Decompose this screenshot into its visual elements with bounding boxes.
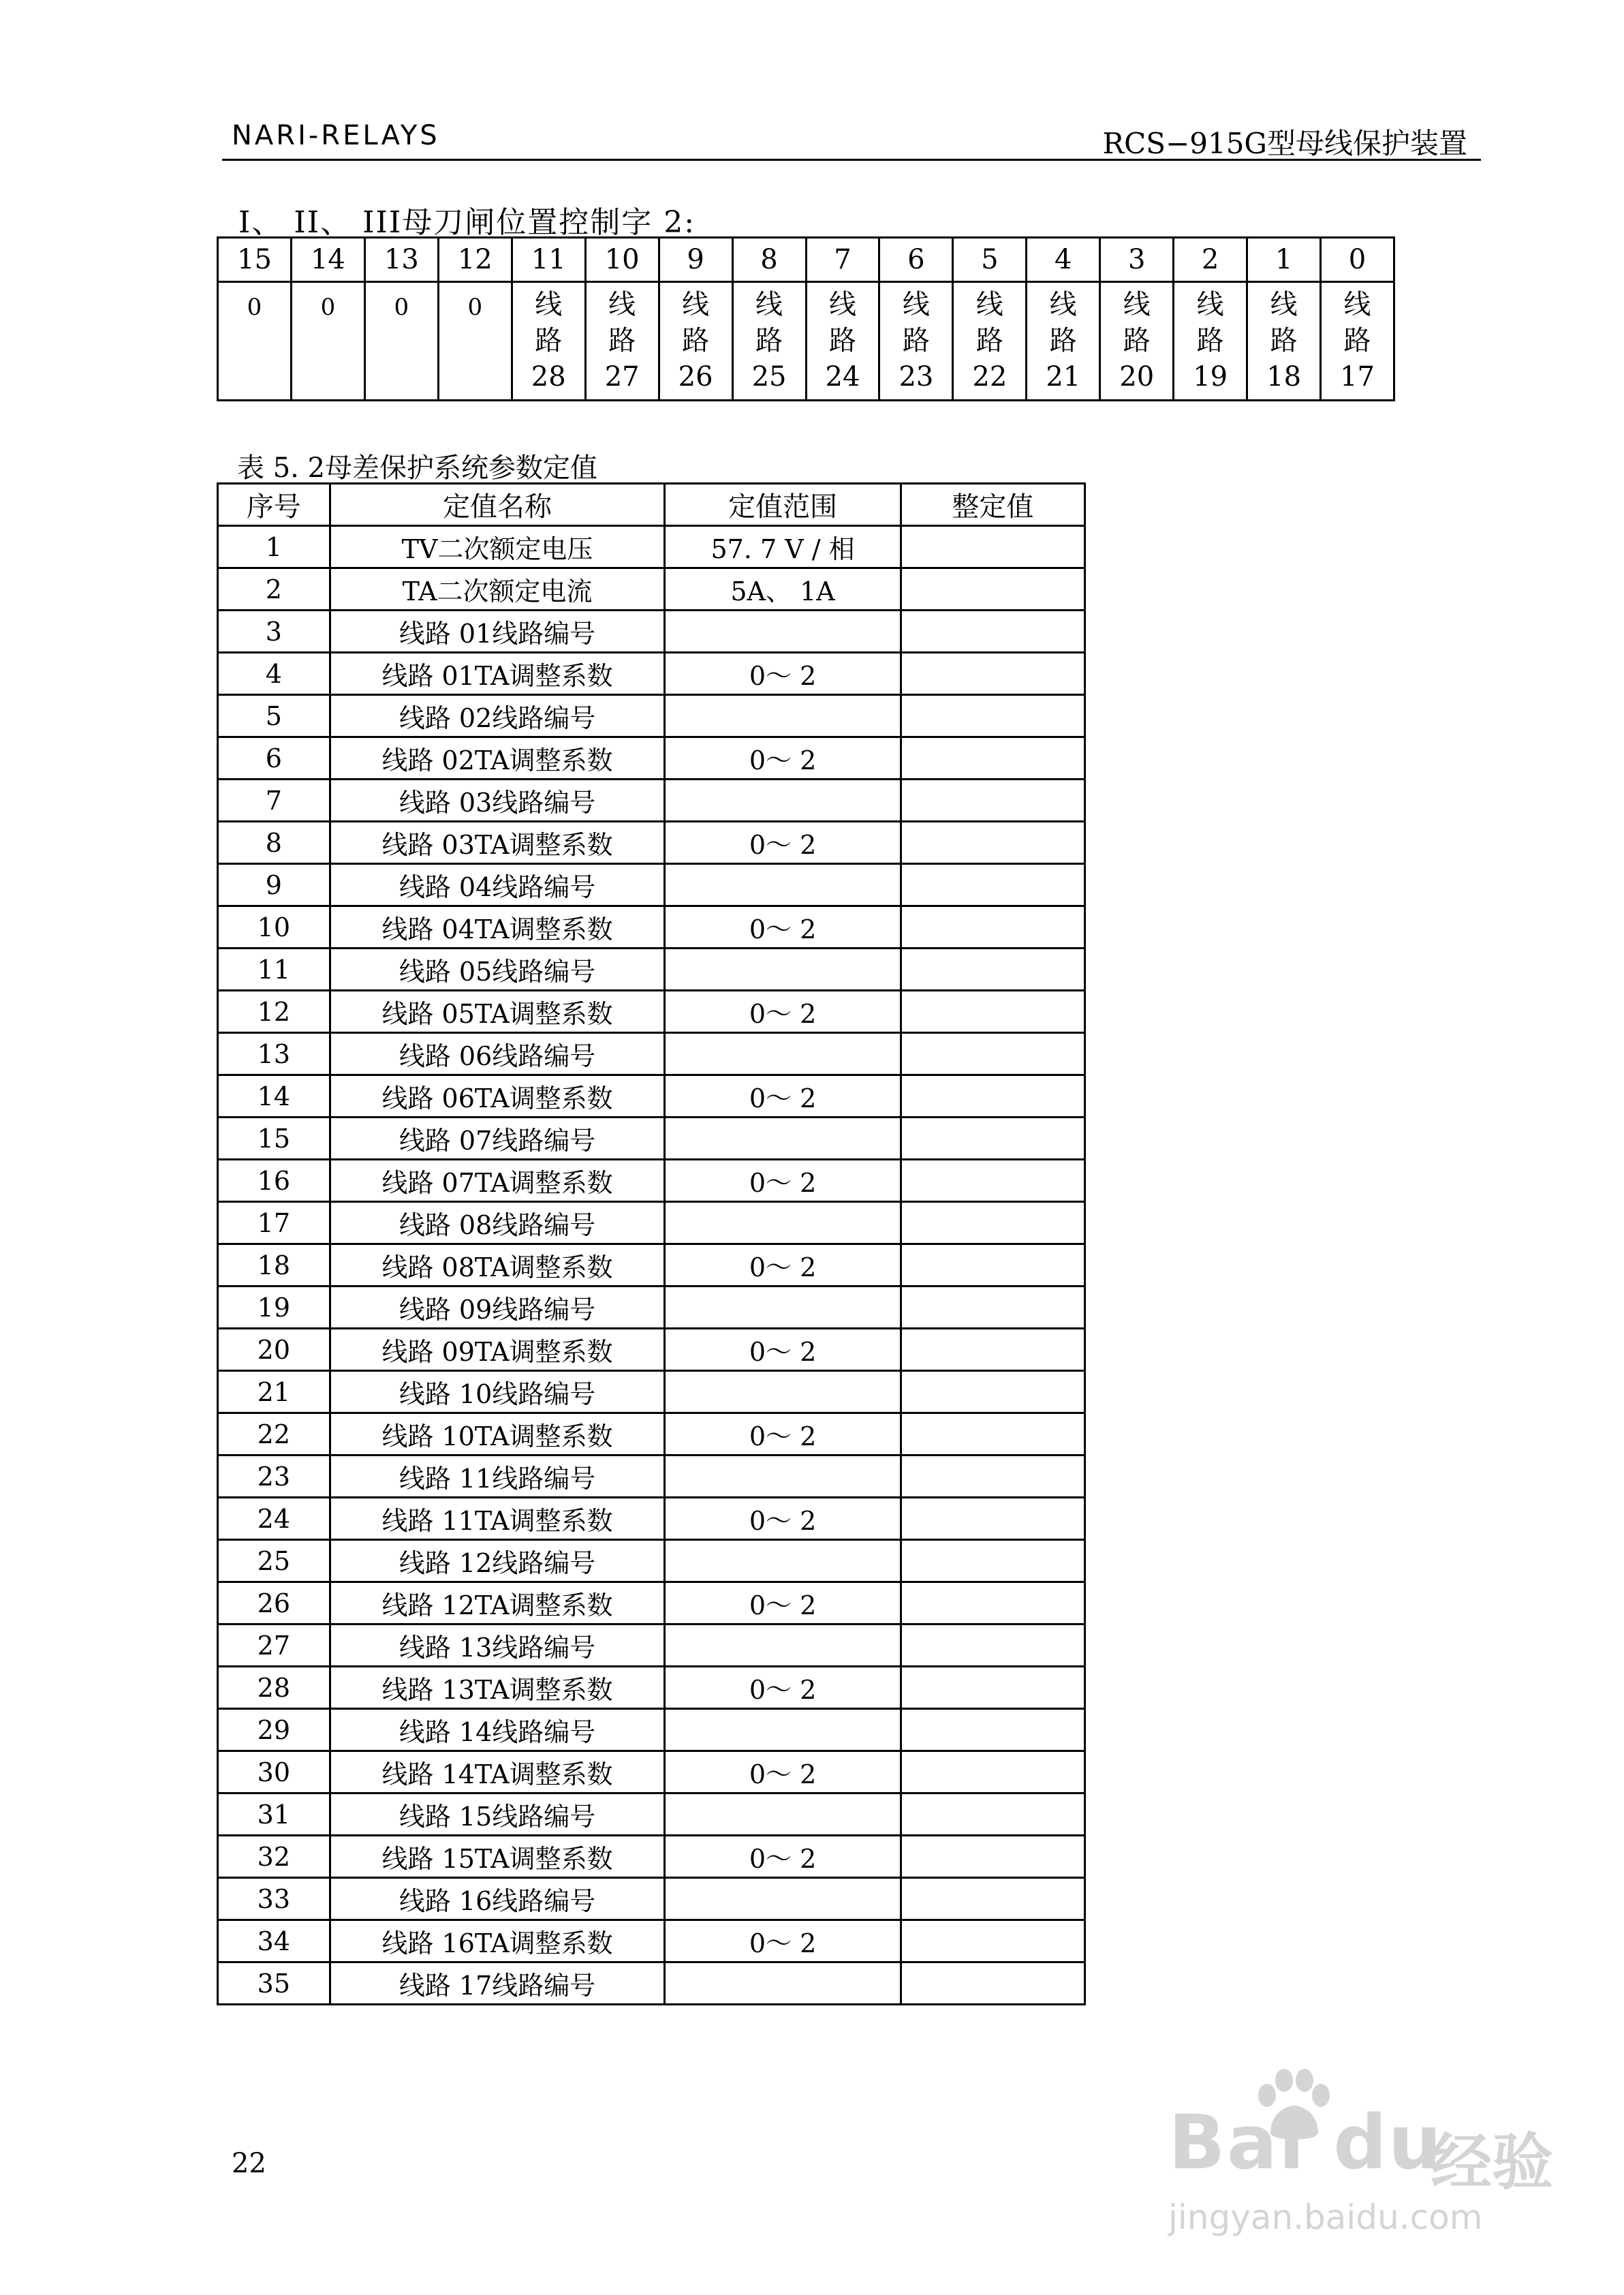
control-word-value-text: 25: [751, 361, 787, 392]
table-cell: [901, 1667, 1084, 1709]
table-cell: 线路 02线路编号: [330, 695, 665, 737]
table-row: [218, 1033, 1085, 1075]
control-word-value-text: 线: [902, 289, 930, 320]
table-row: [218, 1118, 1085, 1160]
table-cell: [901, 1962, 1084, 2005]
table-cell: [665, 1793, 901, 1836]
table-cell: [665, 1709, 901, 1751]
control-word-value-text: 22: [972, 361, 1008, 392]
table-cell: 线路 02TA调整系数: [330, 737, 665, 780]
table-cell: 11: [218, 949, 330, 991]
table-cell: 0～ 2: [665, 1582, 901, 1624]
control-word-value-text: 线: [1049, 289, 1077, 320]
table-row: [218, 653, 1085, 695]
table-cell: 10: [218, 906, 330, 949]
control-word-value-cell: [438, 282, 512, 401]
control-word-value-text: 路: [828, 325, 856, 356]
control-word-value-text: 线: [608, 289, 636, 320]
table-row: [218, 1920, 1085, 1962]
table-cell: 26: [218, 1582, 330, 1624]
table-row: [218, 1624, 1085, 1667]
table-row: [218, 949, 1085, 991]
table-cell: [901, 1075, 1084, 1118]
table-cell: 8: [218, 822, 330, 864]
control-word-value-cell: [1027, 282, 1100, 401]
table-cell: 19: [218, 1287, 330, 1329]
watermark-brand-text: 经验: [1431, 2127, 1553, 2198]
table-cell: 0～ 2: [665, 1836, 901, 1878]
control-word-bit-cell: 10: [585, 238, 659, 282]
control-word-bit-cell: 15: [218, 238, 292, 282]
control-word-value-text: 路: [975, 325, 1003, 356]
baidu-jingyan-watermark: [1148, 2071, 1557, 2242]
table-cell: [665, 1624, 901, 1667]
table-cell: [665, 1878, 901, 1920]
control-word-value-cell: [1321, 282, 1394, 401]
control-word-value-text: 路: [1049, 325, 1077, 356]
control-word-bit-cell: 14: [291, 238, 364, 282]
table-row: [218, 568, 1085, 611]
table-cell: 7: [218, 780, 330, 822]
table-cell: 线路 07线路编号: [330, 1118, 665, 1160]
table-cell: [901, 822, 1084, 864]
table-cell: [901, 1244, 1084, 1287]
table-row: [218, 1878, 1085, 1920]
table-cell: 线路 14线路编号: [330, 1709, 665, 1751]
control-word-value-text: 线: [682, 289, 710, 320]
table-row: [218, 1160, 1085, 1202]
table-row: [218, 1329, 1085, 1371]
table-row: [218, 1498, 1085, 1540]
table-row: [218, 1455, 1085, 1498]
table-cell: TA二次额定电流: [330, 568, 665, 611]
table-cell: 9: [218, 864, 330, 906]
table-cell: [665, 1118, 901, 1160]
control-word-value-text: 线: [535, 289, 563, 320]
table-row: [218, 906, 1085, 949]
table-cell: [665, 1455, 901, 1498]
table-row: [218, 1413, 1085, 1455]
table-cell: [665, 1540, 901, 1582]
table-cell: 0～ 2: [665, 822, 901, 864]
table-row: [218, 1751, 1085, 1793]
control-word-bit-cell: 1: [1247, 238, 1321, 282]
param-table-header-cell: 定值名称: [330, 484, 665, 526]
table-cell: [901, 1371, 1084, 1413]
control-word-value-cell: [364, 282, 438, 401]
table-cell: 线路 09TA调整系数: [330, 1329, 665, 1371]
table-row: [218, 526, 1085, 568]
watermark-logo-text: Bai du: [1168, 2099, 1443, 2186]
table-row: [218, 1962, 1085, 2005]
control-word-value-text: 路: [535, 325, 563, 356]
table-row: [218, 1709, 1085, 1751]
table-cell: 33: [218, 1878, 330, 1920]
table-cell: 28: [218, 1667, 330, 1709]
table-cell: 1: [218, 526, 330, 568]
table-cell: 0～ 2: [665, 991, 901, 1033]
table-row: [218, 991, 1085, 1033]
table-cell: [901, 1793, 1084, 1836]
table-cell: 线路 08TA调整系数: [330, 1244, 665, 1287]
table-cell: 32: [218, 1836, 330, 1878]
table-cell: [901, 864, 1084, 906]
table-cell: [901, 1498, 1084, 1540]
table-cell: 0～ 2: [665, 1160, 901, 1202]
table-cell: 18: [218, 1244, 330, 1287]
control-word-bit-cell: 3: [1100, 238, 1174, 282]
control-word-bit-cell: 6: [879, 238, 953, 282]
table-cell: 线路 05TA调整系数: [330, 991, 665, 1033]
table-cell: 4: [218, 653, 330, 695]
table-cell: [901, 1160, 1084, 1202]
header-rule: [222, 159, 1481, 161]
table-cell: [901, 1920, 1084, 1962]
table-row: [218, 1836, 1085, 1878]
control-word-value-text: 路: [755, 325, 783, 356]
table-cell: 线路 01线路编号: [330, 611, 665, 653]
table-cell: [901, 1329, 1084, 1371]
control-word-value-text: 线: [1123, 289, 1151, 320]
table-cell: [901, 906, 1084, 949]
table-cell: [901, 1878, 1084, 1920]
control-word-value-text: 18: [1266, 361, 1302, 392]
table-cell: 线路 11TA调整系数: [330, 1498, 665, 1540]
control-word-value-text: 26: [678, 361, 713, 392]
table-cell: 29: [218, 1709, 330, 1751]
param-table: [217, 482, 1086, 2005]
table-cell: [665, 611, 901, 653]
table-row: [218, 864, 1085, 906]
control-word-value-text: 20: [1119, 361, 1155, 392]
table-cell: 12: [218, 991, 330, 1033]
table-cell: 线路 17线路编号: [330, 1962, 665, 2005]
table-row: [218, 822, 1085, 864]
table-cell: 线路 06TA调整系数: [330, 1075, 665, 1118]
control-word-value-text: 路: [1123, 325, 1151, 356]
table-cell: [901, 1582, 1084, 1624]
table-cell: [901, 611, 1084, 653]
table-cell: 5: [218, 695, 330, 737]
table-cell: 线路 08线路编号: [330, 1202, 665, 1244]
control-word-value-cell: [291, 282, 364, 401]
table-cell: 34: [218, 1920, 330, 1962]
table-cell: 57. 7 V / 相: [665, 526, 901, 568]
table-cell: [901, 1751, 1084, 1793]
table-cell: 线路 04线路编号: [330, 864, 665, 906]
table-cell: 17: [218, 1202, 330, 1244]
table-cell: 5A、 1A: [665, 568, 901, 611]
table-cell: 线路 07TA调整系数: [330, 1160, 665, 1202]
table-cell: [665, 1287, 901, 1329]
table-row: [218, 695, 1085, 737]
table-cell: 20: [218, 1329, 330, 1371]
table-cell: 线路 03TA调整系数: [330, 822, 665, 864]
table-row: [218, 611, 1085, 653]
table-cell: 14: [218, 1075, 330, 1118]
table-cell: [901, 568, 1084, 611]
table-cell: 6: [218, 737, 330, 780]
control-word-value-cell: [512, 282, 585, 401]
table-row: [218, 1667, 1085, 1709]
control-word-value-text: 路: [1196, 325, 1224, 356]
param-table-header-cell: 序号: [218, 484, 330, 526]
control-word-bit-cell: 5: [953, 238, 1027, 282]
control-word-value-text: 路: [902, 325, 930, 356]
control-word-table: [217, 236, 1395, 401]
control-word-title: I、 II、 III母刀闸位置控制字 2:: [238, 205, 696, 240]
param-table-title: 表 5. 2母差保护系统参数定值: [237, 452, 598, 484]
table-cell: 30: [218, 1751, 330, 1793]
table-cell: [665, 1371, 901, 1413]
table-cell: 线路 16线路编号: [330, 1878, 665, 1920]
table-cell: 线路 15TA调整系数: [330, 1836, 665, 1878]
table-cell: [901, 1287, 1084, 1329]
control-word-value-text: 19: [1193, 361, 1228, 392]
control-word-value-text: 0: [467, 294, 483, 321]
table-cell: 3: [218, 611, 330, 653]
table-row: [218, 1793, 1085, 1836]
table-cell: TV二次额定电压: [330, 526, 665, 568]
table-cell: 线路 05线路编号: [330, 949, 665, 991]
control-word-value-cell: [879, 282, 953, 401]
table-cell: 0～ 2: [665, 906, 901, 949]
table-cell: [901, 1624, 1084, 1667]
control-word-value-cell: [953, 282, 1027, 401]
table-cell: [901, 1202, 1084, 1244]
table-cell: 线路 13线路编号: [330, 1624, 665, 1667]
table-cell: [665, 1962, 901, 2005]
header-brand: NARI-RELAYS: [232, 120, 440, 151]
table-cell: [665, 1033, 901, 1075]
control-word-value-text: 路: [608, 325, 636, 356]
table-cell: 24: [218, 1498, 330, 1540]
control-word-value-text: 路: [682, 325, 710, 356]
control-word-value-text: 17: [1340, 361, 1375, 392]
control-word-bit-cell: 4: [1027, 238, 1100, 282]
control-word-value-text: 24: [825, 361, 860, 392]
control-word-value-cell: [659, 282, 732, 401]
table-row: [218, 1371, 1085, 1413]
table-cell: 0～ 2: [665, 1329, 901, 1371]
table-cell: 31: [218, 1793, 330, 1836]
control-word-value-cell: [806, 282, 879, 401]
table-cell: [901, 1455, 1084, 1498]
table-cell: 27: [218, 1624, 330, 1667]
table-cell: 0～ 2: [665, 1920, 901, 1962]
control-word-value-row: [218, 282, 1394, 401]
control-word-bit-cell: 2: [1174, 238, 1247, 282]
control-word-bit-cell: 7: [806, 238, 879, 282]
table-cell: 线路 10TA调整系数: [330, 1413, 665, 1455]
watermark-url: jingyan.baidu.com: [1168, 2198, 1483, 2237]
table-cell: 线路 12线路编号: [330, 1540, 665, 1582]
table-cell: 线路 11线路编号: [330, 1455, 665, 1498]
table-cell: 23: [218, 1455, 330, 1498]
header-document-title: RCS−915G型母线保护装置: [1102, 127, 1467, 160]
table-cell: [665, 949, 901, 991]
table-cell: 线路 16TA调整系数: [330, 1920, 665, 1962]
control-word-bit-cell: 8: [732, 238, 806, 282]
table-cell: 35: [218, 1962, 330, 2005]
table-cell: 0～ 2: [665, 1413, 901, 1455]
control-word-value-text: 路: [1270, 325, 1298, 356]
param-table-header-cell: 整定值: [901, 484, 1084, 526]
table-row: [218, 1582, 1085, 1624]
table-row: [218, 1244, 1085, 1287]
table-cell: [901, 1540, 1084, 1582]
control-word-bit-cell: 9: [659, 238, 732, 282]
table-cell: 0～ 2: [665, 653, 901, 695]
table-cell: [665, 780, 901, 822]
control-word-bit-cell: 11: [512, 238, 585, 282]
table-row: [218, 1075, 1085, 1118]
control-word-value-text: 23: [899, 361, 934, 392]
control-word-bit-row: [218, 238, 1394, 282]
table-cell: 13: [218, 1033, 330, 1075]
table-cell: 线路 15线路编号: [330, 1793, 665, 1836]
table-row: [218, 1287, 1085, 1329]
table-cell: [665, 1202, 901, 1244]
control-word-value-cell: [732, 282, 806, 401]
table-row: [218, 1540, 1085, 1582]
table-cell: [901, 737, 1084, 780]
table-cell: [901, 991, 1084, 1033]
table-row: [218, 737, 1085, 780]
control-word-value-cell: [1174, 282, 1247, 401]
table-cell: 21: [218, 1371, 330, 1413]
table-cell: [901, 1709, 1084, 1751]
control-word-value-text: 28: [531, 361, 566, 392]
table-cell: 线路 14TA调整系数: [330, 1751, 665, 1793]
table-cell: 0～ 2: [665, 1667, 901, 1709]
control-word-value-text: 线: [975, 289, 1003, 320]
table-cell: [901, 1033, 1084, 1075]
table-row: [218, 1202, 1085, 1244]
control-word-value-text: 路: [1343, 325, 1371, 356]
control-word-value-text: 0: [320, 294, 336, 321]
table-cell: [901, 949, 1084, 991]
table-cell: 15: [218, 1118, 330, 1160]
table-cell: 线路 10线路编号: [330, 1371, 665, 1413]
table-cell: 线路 09线路编号: [330, 1287, 665, 1329]
control-word-value-text: 0: [247, 294, 262, 321]
table-cell: 0～ 2: [665, 737, 901, 780]
table-row: [218, 780, 1085, 822]
table-cell: 22: [218, 1413, 330, 1455]
table-cell: [665, 695, 901, 737]
table-cell: [901, 780, 1084, 822]
table-cell: 0～ 2: [665, 1244, 901, 1287]
control-word-bit-cell: 0: [1321, 238, 1394, 282]
control-word-value-text: 线: [828, 289, 856, 320]
control-word-value-text: 27: [604, 361, 640, 392]
table-cell: 线路 04TA调整系数: [330, 906, 665, 949]
table-cell: 线路 13TA调整系数: [330, 1667, 665, 1709]
control-word-bit-cell: 13: [364, 238, 438, 282]
param-table-header-cell: 定值范围: [665, 484, 901, 526]
table-cell: [901, 653, 1084, 695]
control-word-value-cell: [585, 282, 659, 401]
table-cell: 0～ 2: [665, 1075, 901, 1118]
control-word-value-text: 线: [1270, 289, 1298, 320]
control-word-value-text: 线: [1196, 289, 1224, 320]
control-word-value-cell: [1100, 282, 1174, 401]
control-word-value-cell: [218, 282, 292, 401]
param-table-header-row: [218, 484, 1085, 526]
table-cell: 线路 06线路编号: [330, 1033, 665, 1075]
table-cell: [901, 695, 1084, 737]
table-cell: 线路 12TA调整系数: [330, 1582, 665, 1624]
table-cell: 线路 01TA调整系数: [330, 653, 665, 695]
table-cell: 线路 03线路编号: [330, 780, 665, 822]
table-cell: [901, 1413, 1084, 1455]
control-word-value-text: 线: [755, 289, 783, 320]
table-cell: 2: [218, 568, 330, 611]
control-word-value-text: 0: [394, 294, 409, 321]
table-cell: 0～ 2: [665, 1751, 901, 1793]
table-cell: [901, 1836, 1084, 1878]
page-number: 22: [232, 2148, 266, 2179]
control-word-value-cell: [1247, 282, 1321, 401]
table-cell: 16: [218, 1160, 330, 1202]
table-cell: 0～ 2: [665, 1498, 901, 1540]
table-cell: [665, 864, 901, 906]
control-word-value-text: 线: [1343, 289, 1371, 320]
control-word-value-text: 21: [1046, 361, 1081, 392]
table-cell: [901, 526, 1084, 568]
table-cell: [901, 1118, 1084, 1160]
table-cell: 25: [218, 1540, 330, 1582]
control-word-bit-cell: 12: [438, 238, 512, 282]
